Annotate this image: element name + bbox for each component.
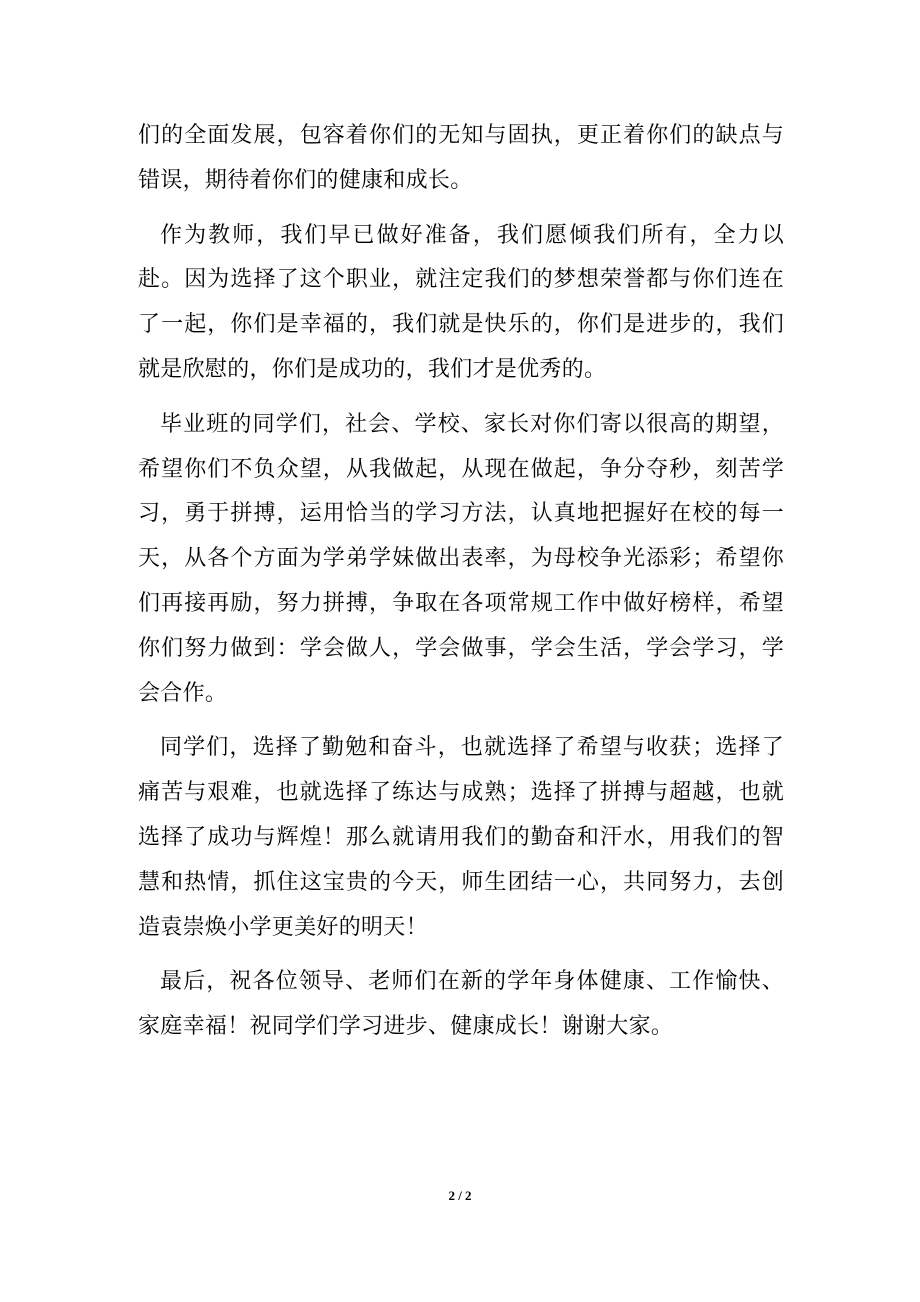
paragraph-teachers: 作为教师，我们早已做好准备，我们愿倾我们所有，全力以赴。因为选择了这个职业，就注定我们的梦想荣誉都与你们连在了一起，你们是幸福的，我们就是快乐的，你们是进步的，我们就是欣慰的，你们是成功的，我们才是优秀的。 [138,222,784,382]
page-number: 2 / 2 [448,1188,472,1203]
paragraph-closing: 最后，祝各位领导、老师们在新的学年身体健康、工作愉快、家庭幸福！祝同学们学习进步、健康成长！谢谢大家。 [138,969,784,1040]
document-body [138,114,784,1060]
paragraph-graduating-class: 毕业班的同学们，社会、学校、家长对你们寄以很高的期望，希望你们不负众望，从我做起，从现在做起，争分夺秒，刻苦学习，勇于拼搏，运用恰当的学习方法，认真地把握好在校的每一天，从各个方面为学弟学妹做出表率，为母校争光添彩；希望你们再接再励，努力拼搏，争取在各项常规工作中做好榜样，希望你们努力做到：学会做人，学会做事，学会生活，学会学习，学会合作。 [138,411,784,706]
paragraph-students: 同学们，选择了勤勉和奋斗，也就选择了希望与收获；选择了痛苦与艰难，也就选择了练达与成熟；选择了拼搏与超越，也就选择了成功与辉煌！那么就请用我们的勤奋和汗水，用我们的智慧和热情，抓住这宝贵的今天，师生团结一心，共同努力，去创造袁崇焕小学更美好的明天！ [138,735,784,940]
paragraph-continuation: 们的全面发展，包容着你们的无知与固执，更正着你们的缺点与错误，期待着你们的健康和成长。 [138,123,784,193]
